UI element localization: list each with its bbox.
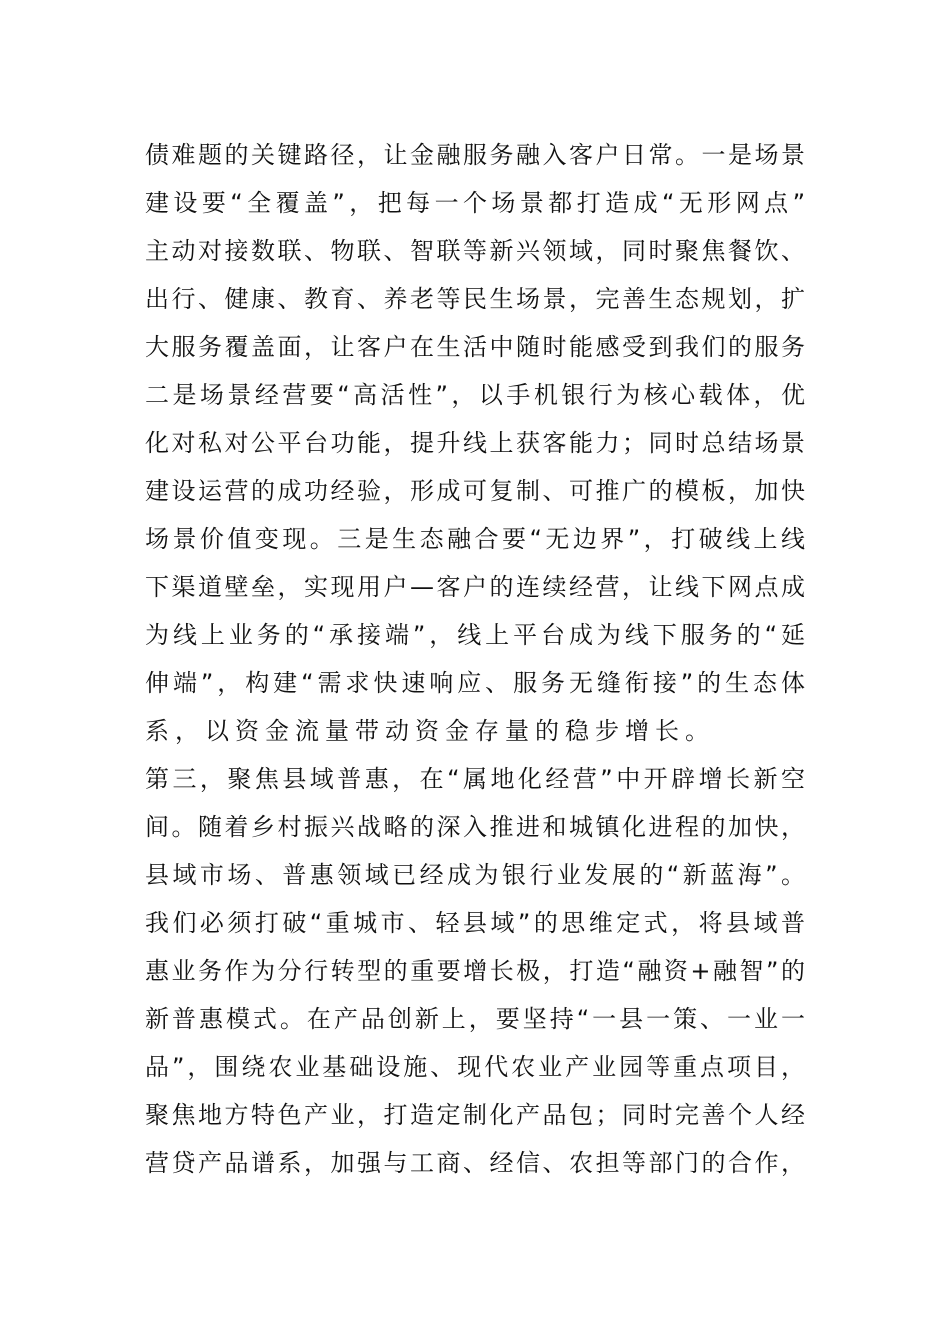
text-line: 营贷产品谱系，加强与工商、经信、农担等部门的合作， xyxy=(145,1149,805,1177)
text-line: 我们必须打破“重城市、轻县域”的思维定式，将县域普 xyxy=(145,909,805,937)
text-line: 下渠道壁垒，实现用户—客户的连续经营，让线下网点成 xyxy=(145,573,805,601)
document-body xyxy=(145,131,805,1187)
text-line: 债难题的关键路径，让金融服务融入客户日常。一是场景 xyxy=(145,141,805,169)
text-line: 化对私对公平台功能，提升线上获客能力；同时总结场景 xyxy=(145,429,805,457)
text-line: 系，以资金流量带动资金存量的稳步增长。 xyxy=(145,717,715,745)
text-line: 建设要“全覆盖”，把每一个场景都打造成“无形网点” xyxy=(145,189,805,217)
text-line: 为线上业务的“承接端”，线上平台成为线下服务的“延 xyxy=(145,621,805,649)
text-line: 二是场景经营要“高活性”，以手机银行为核心载体，优 xyxy=(145,381,805,409)
text-line: 场景价值变现。三是生态融合要“无边界”，打破线上线 xyxy=(145,525,805,553)
text-line: 建设运营的成功经验，形成可复制、可推广的模板，加快 xyxy=(145,477,805,505)
text-line: 间。随着乡村振兴战略的深入推进和城镇化进程的加快， xyxy=(145,813,805,841)
text-line: 大服务覆盖面，让客户在生活中随时能感受到我们的服务 xyxy=(145,333,805,361)
text-line: 第三，聚焦县域普惠，在“属地化经营”中开辟增长新空 xyxy=(145,765,805,793)
text-line: 品”，围绕农业基础设施、现代农业产业园等重点项目， xyxy=(145,1053,805,1081)
text-line: 主动对接数联、物联、智联等新兴领域，同时聚焦餐饮、 xyxy=(145,237,805,265)
text-line: 惠业务作为分行转型的重要增长极，打造“融资+融智”的 xyxy=(145,957,805,985)
text-line: 新普惠模式。在产品创新上，要坚持“一县一策、一业一 xyxy=(145,1005,805,1033)
text-line: 出行、健康、教育、养老等民生场景，完善生态规划，扩 xyxy=(145,285,805,313)
text-line: 聚焦地方特色产业，打造定制化产品包；同时完善个人经 xyxy=(145,1101,805,1129)
text-line: 伸端”，构建“需求快速响应、服务无缝衔接”的生态体 xyxy=(145,669,805,697)
text-line: 县域市场、普惠领域已经成为银行业发展的“新蓝海”。 xyxy=(145,861,805,889)
